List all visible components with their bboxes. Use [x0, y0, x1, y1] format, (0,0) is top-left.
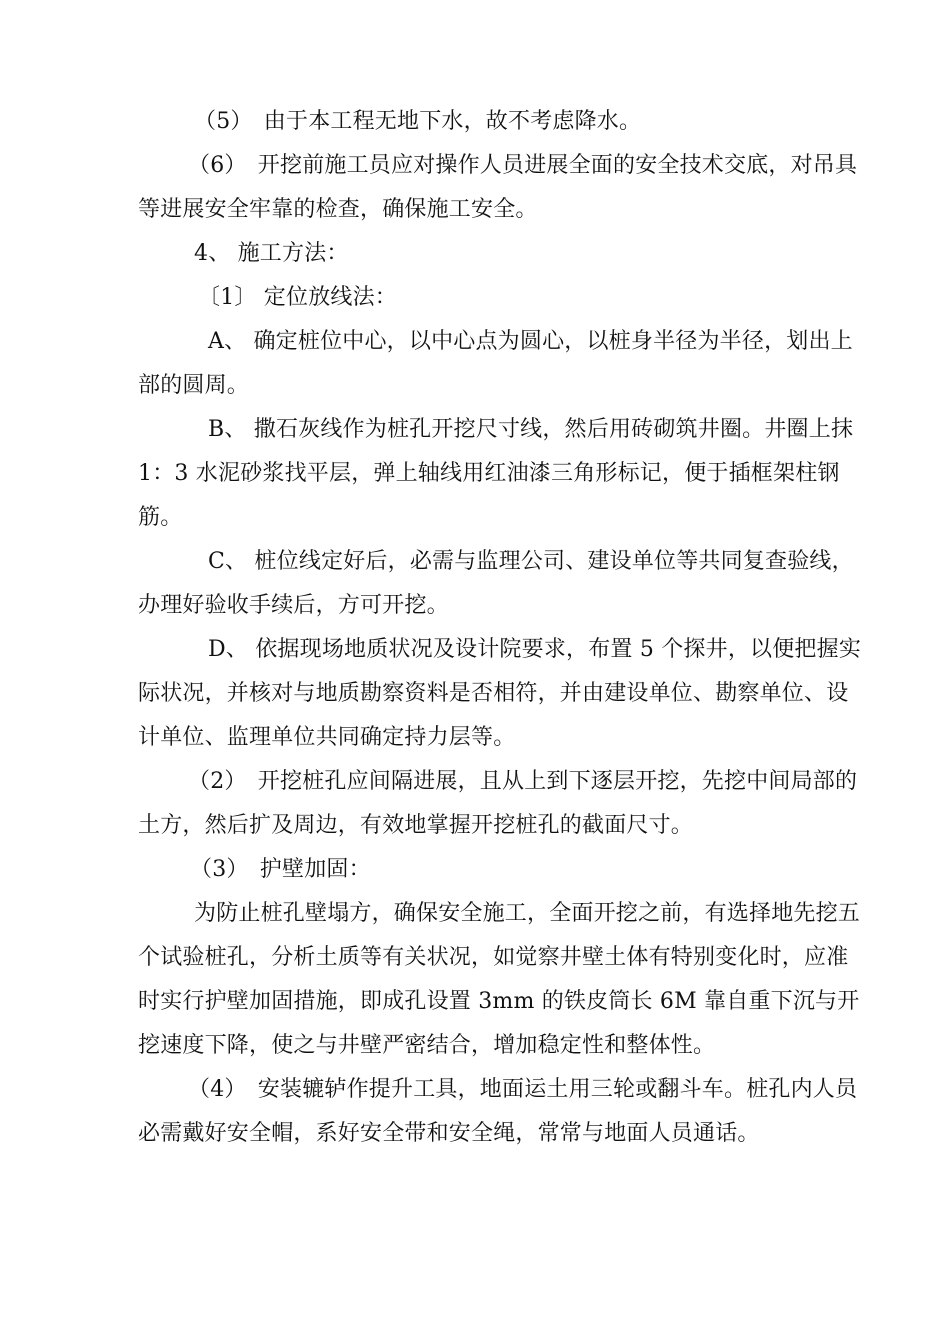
paragraph-wall-reinforcement: 为防止桩孔壁塌方，确保安全施工，全面开挖之前，有选择地先挖五个试验桩孔，分析土质等有关状况，如觉察井壁土体有特别变化时，应准时实行护壁加固措施，即成孔设置 3mm 的铁皮筒长 6M 靠自重下沉与开挖速度下降，使之与井壁严密结合，增加稳定性和整体性。: [138, 901, 861, 1058]
paragraph-dewatering: （5） 由于本工程无地下水，故不考虑降水。: [194, 109, 642, 134]
paragraph-item-c: C、 桩位线定好后，必需与监理公司、建设单位等共同复查验线，办理好验收手续后，方可开挖。: [138, 549, 854, 618]
paragraph-item-d: D、 依据现场地质状况及设计院要求，布置 5 个探井，以便把握实际状况，并核对与地质勘察资料是否相符，并由建设单位、勘察单位、设计单位、监理单位共同确定持力层等。: [138, 637, 862, 750]
section-heading-construction-method: 4、 施工方法：: [194, 241, 349, 266]
paragraph-item-b: B、 撒石灰线作为桩孔开挖尺寸线，然后用砖砌筑井圈。井圈上抹 1：3 水泥砂浆找平层，弹上轴线用红油漆三角形标记，便于插框架柱钢筋。: [138, 417, 854, 530]
paragraph-safety-briefing: （6） 开挖前施工员应对操作人员进展全面的安全技术交底，对吊具等进展安全牢靠的检查，确保施工安全。: [138, 153, 858, 222]
subheading-positioning-method: 〔1〕 定位放线法：: [198, 285, 397, 310]
subheading-wall-reinforcement: （3） 护壁加固：: [190, 857, 371, 882]
paragraph-excavation-order: （2） 开挖桩孔应间隔进展，且从上到下逐层开挖，先挖中间局部的土方，然后扩及周边，有效地掌握开挖桩孔的截面尺寸。: [138, 769, 858, 838]
paragraph-lifting-tools: （4） 安装辘轳作提升工具，地面运土用三轮或翻斗车。桩孔内人员必需戴好安全帽，系好安全带和安全绳，常常与地面人员通话。: [138, 1077, 858, 1146]
paragraph-item-a: A、 确定桩位中心，以中心点为圆心，以桩身半径为半径，划出上部的圆周。: [138, 329, 853, 398]
